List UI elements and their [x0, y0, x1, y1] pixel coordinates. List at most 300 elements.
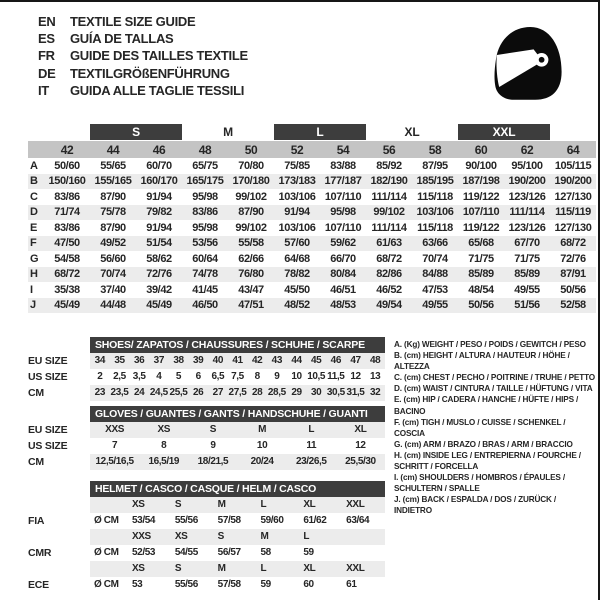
- size-column-50: 50: [244, 142, 258, 157]
- value-cell: 55/56: [174, 579, 198, 590]
- value-cell: 12: [350, 371, 361, 382]
- value-cell: 119/122: [462, 221, 500, 234]
- value-cell: [342, 545, 385, 561]
- value-cell: 91/94: [284, 206, 310, 219]
- row-letter: F: [30, 237, 37, 250]
- value-cell: 185/195: [416, 175, 454, 188]
- value-cell: 170/180: [232, 175, 270, 188]
- value-cell: 44: [287, 353, 307, 369]
- standard-label: ECE: [28, 579, 49, 591]
- value-cell: 111/114: [371, 221, 407, 234]
- value-cell: 40: [208, 353, 228, 369]
- value-cell: 59/62: [330, 237, 356, 250]
- value-cell: 31,5: [346, 385, 366, 401]
- value-cell: 48/53: [330, 299, 356, 312]
- value-cell: XXS: [90, 422, 139, 438]
- measure-row-B: [28, 174, 596, 190]
- size-cell: L: [256, 561, 299, 577]
- helmet-value-row: [28, 577, 385, 593]
- language-code: ES: [38, 31, 55, 47]
- value-cell: 99/102: [235, 190, 267, 203]
- textile-size-table: [28, 123, 596, 313]
- racing-helmet-icon: [488, 18, 568, 108]
- value-cell: 39/42: [146, 283, 172, 296]
- unit-cell: Ø CM: [94, 515, 119, 526]
- value-cell: 29: [287, 385, 307, 401]
- size-column-64: 64: [566, 142, 580, 157]
- size-cell: S: [214, 529, 257, 545]
- value-cell: 190/200: [554, 175, 592, 188]
- value-cell: 54/55: [174, 547, 198, 558]
- value-cell: 9: [274, 371, 280, 382]
- row-label: CM: [28, 456, 44, 468]
- helmet-table: [28, 481, 385, 593]
- value-cell: 62/66: [238, 252, 264, 265]
- value-cell: 60/64: [192, 252, 218, 265]
- measure-row-G: [28, 251, 596, 267]
- value-cell: 45/50: [284, 283, 310, 296]
- measure-row-D: [28, 205, 596, 221]
- value-cell: 80/84: [330, 268, 356, 281]
- language-code: IT: [38, 82, 49, 98]
- value-cell: 107/110: [324, 221, 362, 234]
- value-cell: 150/160: [48, 175, 86, 188]
- value-cell: 4: [156, 371, 162, 382]
- value-cell: 46/50: [192, 299, 218, 312]
- value-cell: 57/58: [217, 515, 241, 526]
- unit-cell: [90, 561, 128, 577]
- value-cell: 182/190: [370, 175, 408, 188]
- guide-title: TEXTILGRÖßENFÜHRUNG: [70, 65, 230, 81]
- row-label: EU SIZE: [28, 355, 68, 367]
- value-cell: 95/98: [192, 221, 218, 234]
- value-cell: 47: [346, 353, 366, 369]
- size-column-60: 60: [474, 142, 488, 157]
- value-cell: 63/66: [422, 237, 448, 250]
- value-cell: 55/56: [174, 515, 198, 526]
- value-cell: 63/64: [346, 515, 370, 526]
- value-cell: 91/94: [146, 221, 172, 234]
- value-cell: 39: [188, 353, 208, 369]
- value-cell: 123/126: [508, 190, 546, 203]
- spacer: [28, 470, 385, 481]
- shoes-row: [28, 353, 385, 369]
- row-letter: E: [30, 221, 37, 234]
- value-cell: 71/75: [514, 252, 540, 265]
- row-label: US SIZE: [28, 440, 68, 452]
- value-cell: 50/56: [468, 299, 494, 312]
- value-cell: 95/98: [330, 206, 356, 219]
- size-cell: M: [256, 529, 299, 545]
- value-cell: 49/52: [100, 237, 126, 250]
- value-cell: 35: [110, 353, 130, 369]
- value-cell: XS: [139, 422, 188, 438]
- value-cell: 85/89: [514, 268, 540, 281]
- language-row: [38, 30, 248, 47]
- value-cell: 53/54: [132, 515, 156, 526]
- size-cell: XXL: [342, 561, 385, 577]
- guide-title: TEXTILE SIZE GUIDE: [70, 14, 196, 29]
- row-letter: D: [30, 206, 38, 219]
- value-cell: 7,5: [231, 371, 244, 382]
- measure-row-A: [28, 158, 596, 174]
- guide-title: GUIDA ALLE TAGLIE TESSILI: [70, 82, 245, 98]
- value-cell: 111/114: [371, 190, 407, 203]
- row-letter: A: [30, 159, 38, 172]
- value-cell: 87/91: [560, 268, 586, 281]
- value-cell: 46/52: [376, 283, 402, 296]
- gloves-row: [28, 454, 385, 470]
- measure-row-C: [28, 189, 596, 205]
- value-cell: 28: [247, 385, 267, 401]
- value-cell: 78/82: [284, 268, 310, 281]
- unit-cell: [90, 529, 128, 545]
- value-cell: 43/47: [238, 283, 264, 296]
- value-cell: M: [238, 422, 287, 438]
- unit-cell: Ø CM: [94, 547, 119, 558]
- size-cell: M: [214, 561, 257, 577]
- value-cell: 91/94: [146, 190, 172, 203]
- shoes-row: [28, 369, 385, 385]
- value-cell: 103/106: [416, 206, 454, 219]
- value-cell: 70/74: [422, 252, 448, 265]
- value-cell: 48: [365, 353, 385, 369]
- value-cell: 83/86: [54, 190, 80, 203]
- value-cell: 24: [129, 385, 149, 401]
- value-cell: 99/102: [235, 221, 267, 234]
- value-cell: 71/75: [468, 252, 494, 265]
- value-cell: 66/70: [330, 252, 356, 265]
- value-cell: 32: [365, 385, 385, 401]
- size-cell: M: [214, 497, 257, 513]
- size-column-56: 56: [382, 142, 396, 157]
- legend-item: F. (cm) TIGH / MUSLO / CUISSE / SCHENKEL / COSCIA: [394, 417, 566, 438]
- measure-row-H: [28, 267, 596, 283]
- measure-row-F: [28, 236, 596, 252]
- row-label: US SIZE: [28, 371, 68, 383]
- value-cell: 37/40: [100, 283, 126, 296]
- size-column-42: 42: [60, 142, 74, 157]
- value-cell: 115/118: [417, 221, 453, 234]
- size-number-row: [28, 141, 596, 158]
- value-cell: 72/76: [146, 268, 172, 281]
- value-cell: 59: [303, 547, 314, 558]
- value-cell: 111/114: [509, 206, 545, 219]
- size-column-48: 48: [198, 142, 212, 157]
- value-cell: 23: [90, 385, 110, 401]
- row-letter: C: [30, 190, 38, 203]
- size-cell: XL: [299, 561, 342, 577]
- size-cell: XXL: [342, 497, 385, 513]
- accessory-tables: [28, 337, 385, 593]
- value-cell: 59: [260, 579, 271, 590]
- size-column-52: 52: [290, 142, 304, 157]
- value-cell: 72/76: [560, 252, 586, 265]
- size-column-46: 46: [152, 142, 166, 157]
- value-cell: 54/58: [54, 252, 80, 265]
- value-cell: 61/62: [303, 515, 327, 526]
- value-cell: 87/95: [422, 159, 448, 172]
- language-row: [38, 13, 248, 30]
- size-column-62: 62: [520, 142, 534, 157]
- size-cell: [342, 529, 385, 545]
- shoes-table: [28, 337, 385, 401]
- helmet-size-row: [28, 529, 385, 545]
- value-cell: 44/48: [100, 299, 126, 312]
- value-cell: 25,5: [169, 385, 189, 401]
- legend-item: I. (cm) SHOULDERS / HOMBROS / ÉPAULES / SCHULTERN / SPALLE: [394, 473, 565, 494]
- unit-cell: [90, 497, 128, 513]
- value-cell: 155/165: [94, 175, 132, 188]
- unit-cell: Ø CM: [94, 579, 119, 590]
- value-cell: 64/68: [284, 252, 310, 265]
- value-cell: 85/89: [468, 268, 494, 281]
- value-cell: 65/68: [468, 237, 494, 250]
- size-group-M: M: [223, 124, 233, 139]
- value-cell: 10: [291, 371, 302, 382]
- row-label: EU SIZE: [28, 424, 68, 436]
- row-letter: B: [30, 175, 38, 188]
- value-cell: 30,5: [326, 385, 346, 401]
- value-cell: 67/70: [514, 237, 540, 250]
- value-cell: 47/53: [422, 283, 448, 296]
- row-label: CM: [28, 387, 44, 399]
- value-cell: 7: [111, 440, 118, 451]
- value-cell: 56/57: [217, 547, 241, 558]
- helmet-value-row: [28, 545, 385, 561]
- size-group-S: S: [90, 124, 182, 140]
- measurement-legend: [394, 339, 596, 517]
- value-cell: 24,5: [149, 385, 169, 401]
- size-cell: L: [256, 497, 299, 513]
- value-cell: 35/38: [54, 283, 80, 296]
- value-cell: 165/175: [186, 175, 224, 188]
- value-cell: 50/60: [54, 159, 80, 172]
- value-cell: 83/86: [192, 206, 218, 219]
- value-cell: 65/75: [192, 159, 218, 172]
- size-cell: XXS: [128, 529, 171, 545]
- measure-row-J: [28, 298, 596, 314]
- value-cell: 75/78: [100, 206, 126, 219]
- value-cell: 42: [247, 353, 267, 369]
- value-cell: 6: [195, 371, 201, 382]
- value-cell: 49/54: [376, 299, 402, 312]
- value-cell: 107/110: [324, 190, 362, 203]
- helmet-size-row: [28, 561, 385, 577]
- value-cell: L: [287, 422, 336, 438]
- value-cell: 45/49: [54, 299, 80, 312]
- value-cell: 49/55: [514, 283, 540, 296]
- value-cell: 55/58: [238, 237, 264, 250]
- value-cell: 107/110: [462, 206, 500, 219]
- value-cell: 47/50: [54, 237, 80, 250]
- size-cell: XS: [128, 561, 171, 577]
- value-cell: 51/56: [514, 299, 540, 312]
- measure-row-I: [28, 282, 596, 298]
- legend-item: B. (cm) HEIGHT / ALTURA / HAUTEUR / HÖHE / ALTEZZA: [394, 351, 570, 372]
- size-column-54: 54: [336, 142, 350, 157]
- value-cell: 85/92: [376, 159, 402, 172]
- value-cell: 34: [90, 353, 110, 369]
- value-cell: 51/54: [146, 237, 172, 250]
- value-cell: 25,5/30: [336, 454, 385, 470]
- value-cell: 103/106: [278, 190, 316, 203]
- value-cell: 160/170: [140, 175, 178, 188]
- legend-item: A. (Kg) WEIGHT / PESO / POIDS / GEWITCH / PESO: [394, 340, 586, 349]
- size-group-L: L: [274, 124, 366, 140]
- value-cell: 20/24: [238, 454, 287, 470]
- value-cell: 61/63: [376, 237, 402, 250]
- value-cell: 87/90: [238, 206, 264, 219]
- value-cell: 53: [132, 579, 143, 590]
- value-cell: 90/100: [465, 159, 497, 172]
- value-cell: 23,5: [110, 385, 130, 401]
- value-cell: 49/55: [422, 299, 448, 312]
- shoes-section-title: SHOES/ ZAPATOS / CHAUSSURES / SCHUHE / SCARPE: [90, 337, 385, 353]
- value-cell: 55/65: [100, 159, 126, 172]
- language-code: DE: [38, 65, 56, 81]
- gloves-table: [28, 406, 385, 470]
- value-cell: 68/72: [54, 268, 80, 281]
- value-cell: 11: [306, 440, 317, 451]
- value-cell: 53/56: [192, 237, 218, 250]
- value-cell: 48/54: [468, 283, 494, 296]
- value-cell: 127/130: [554, 221, 592, 234]
- value-cell: 103/106: [278, 221, 316, 234]
- size-cell: S: [171, 561, 214, 577]
- value-cell: 8: [161, 440, 167, 451]
- value-cell: 36: [129, 353, 149, 369]
- value-cell: 2,5: [113, 371, 126, 382]
- value-cell: 173/183: [278, 175, 316, 188]
- value-cell: 57/58: [217, 579, 241, 590]
- size-cell: XL: [299, 497, 342, 513]
- value-cell: 82/86: [376, 268, 402, 281]
- value-cell: 84/88: [422, 268, 448, 281]
- value-cell: 9: [210, 440, 216, 451]
- value-cell: XL: [336, 422, 385, 438]
- value-cell: 38: [169, 353, 189, 369]
- value-cell: 58: [260, 547, 271, 558]
- value-cell: 115/118: [417, 190, 453, 203]
- measure-row-E: [28, 220, 596, 236]
- value-cell: 10: [256, 440, 268, 451]
- value-cell: 45: [306, 353, 326, 369]
- value-cell: 28,5: [267, 385, 287, 401]
- value-cell: 59/60: [260, 515, 284, 526]
- value-cell: 48/52: [284, 299, 310, 312]
- value-cell: 68/72: [560, 237, 586, 250]
- legend-item: G. (cm) ARM / BRAZO / BRAS / ARM / BRACCIO: [394, 439, 573, 449]
- standard-label: CMR: [28, 547, 52, 559]
- value-cell: 70/74: [100, 268, 126, 281]
- value-cell: 71/74: [54, 206, 80, 219]
- value-cell: 2: [97, 371, 103, 382]
- value-cell: 26: [188, 385, 208, 401]
- row-letter: I: [30, 283, 33, 296]
- helmet-value-row: [28, 513, 385, 529]
- value-cell: 37: [149, 353, 169, 369]
- language-row: [38, 82, 248, 99]
- value-cell: 187/198: [462, 175, 500, 188]
- size-column-44: 44: [106, 142, 120, 157]
- size-group-XL: XL: [404, 124, 420, 139]
- value-cell: 45/49: [146, 299, 172, 312]
- value-cell: 6,5: [211, 371, 225, 382]
- value-cell: 60/70: [146, 159, 172, 172]
- value-cell: 60: [303, 579, 314, 590]
- language-title-list: [38, 13, 248, 99]
- value-cell: 76/80: [238, 268, 264, 281]
- shoes-row: [28, 385, 385, 401]
- value-cell: 68/72: [376, 252, 402, 265]
- value-cell: S: [188, 422, 237, 438]
- gloves-row: [28, 438, 385, 454]
- row-letter: G: [30, 252, 39, 265]
- value-cell: 123/126: [508, 221, 546, 234]
- gloves-row: [28, 422, 385, 438]
- value-cell: 119/122: [462, 190, 500, 203]
- legend-item: C. (cm) CHEST / PECHO / POITRINE / TRUHE / PETTO: [394, 373, 595, 383]
- size-cell: XS: [171, 529, 214, 545]
- value-cell: 27: [208, 385, 228, 401]
- value-cell: 11,5: [327, 371, 345, 382]
- size-cell: L: [299, 529, 342, 545]
- value-cell: 127/130: [554, 190, 592, 203]
- standard-label: FIA: [28, 515, 45, 527]
- value-cell: 95/98: [192, 190, 218, 203]
- helmet-size-row: [28, 497, 385, 513]
- value-cell: 16,5/19: [139, 454, 188, 470]
- language-code: EN: [38, 14, 56, 29]
- value-cell: 190/200: [508, 175, 546, 188]
- value-cell: 87/90: [100, 221, 126, 234]
- language-row: [38, 65, 248, 82]
- value-cell: 105/115: [554, 159, 592, 172]
- value-cell: 10,5: [307, 371, 326, 382]
- row-letter: H: [30, 268, 38, 281]
- value-cell: 56/60: [100, 252, 126, 265]
- size-group-XXL: XXL: [458, 124, 550, 140]
- value-cell: 3,5: [132, 371, 146, 382]
- value-cell: 41: [228, 353, 248, 369]
- value-cell: 83/86: [54, 221, 80, 234]
- value-cell: 75/85: [284, 159, 310, 172]
- value-cell: 23/26,5: [287, 454, 336, 470]
- value-cell: 12: [355, 440, 366, 451]
- value-cell: 13: [369, 371, 381, 382]
- row-letter: J: [30, 299, 36, 312]
- value-cell: 70/80: [238, 159, 264, 172]
- language-row: [38, 47, 248, 64]
- value-cell: 50/56: [560, 283, 586, 296]
- value-cell: 43: [267, 353, 287, 369]
- value-cell: 95/100: [511, 159, 543, 172]
- legend-item: J. (cm) BACK / ESPALDA / DOS / ZURÜCK / INDIETRO: [394, 495, 557, 516]
- legend-item: H. (cm) INSIDE LEG / ENTREPIERNA / FOURCHE / SCHRITT / FORCELLA: [394, 450, 581, 472]
- value-cell: 47/51: [238, 299, 264, 312]
- guide-title: GUIDE DES TAILLES TEXTILE: [70, 48, 248, 64]
- size-cell: XS: [128, 497, 171, 513]
- value-cell: 46: [326, 353, 346, 369]
- legend-item: D. (cm) WAIST / CINTURA / TAILLE / HÜFTUNG / VITA: [394, 384, 593, 394]
- value-cell: 177/187: [324, 175, 362, 188]
- language-code: FR: [38, 48, 55, 64]
- guide-title: GUÍA DE TALLAS: [70, 31, 174, 47]
- size-group-row: [28, 123, 596, 140]
- size-column-58: 58: [428, 142, 442, 157]
- value-cell: 46/51: [330, 283, 356, 296]
